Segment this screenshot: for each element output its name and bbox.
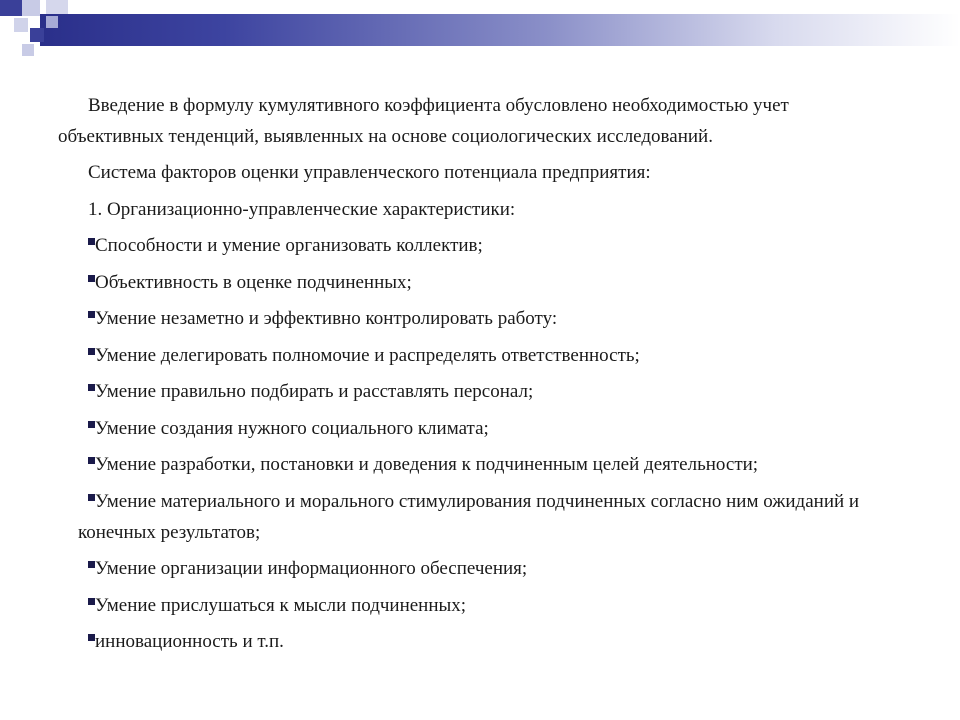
square-bullet-icon [88,348,95,355]
list-item-text: Умение организации информационного обеспечения; [95,558,528,579]
list-item [58,413,898,444]
square-bullet-icon [88,421,95,428]
list-item-text: Умение прислушаться к мысли подчиненных; [95,594,467,616]
list-item-text: Умение разработки, постановки и доведения к подчиненным целей деятельности; [95,454,759,475]
list-item-text: Умение материального и морального стимулирования подчиненных согласно ним ожиданий и конечных результатов; [78,490,860,543]
list-item-text: Объективность в оценке подчиненных; [95,271,412,293]
factor-list [58,230,898,657]
decor-square-icon [46,16,58,28]
decor-square-icon [22,0,40,16]
decor-square-icon [22,44,34,56]
list-item-text: Умение делегировать полномочие и распределять ответственность; [95,344,640,366]
list-item-text: инновационность и т.п. [95,631,284,652]
list-item-text: Способности и умение организовать коллектив; [95,235,483,256]
square-bullet-icon [88,634,95,641]
list-item [58,376,898,407]
list-item [58,626,898,657]
decor-square-icon [0,0,22,16]
list-item [58,340,898,371]
square-bullet-icon [88,275,95,282]
list-item [58,230,898,261]
square-bullet-icon [88,457,95,464]
list-item [58,303,898,334]
decor-square-icon [30,28,44,42]
square-bullet-icon [88,494,95,501]
list-item [58,267,898,298]
square-bullet-icon [88,311,95,318]
square-bullet-icon [88,598,95,605]
header-gradient-band [40,14,960,46]
square-bullet-icon [88,384,95,391]
list-item-text: Умение незаметно и эффективно контролировать работу: [95,308,558,329]
list-item [58,553,898,584]
list-item [58,449,898,480]
intro-paragraph: Введение в формулу кумулятивного коэффициента обусловлено необходимостью учет объективных тенденций, выявленных на основе социологических исследований. [58,95,789,147]
list-item-text: Умение правильно подбирать и расставлять персонал; [95,381,534,402]
group-title: 1. Организационно-управленческие характеристики: [88,198,516,220]
list-item [58,486,898,548]
slide-body [58,90,898,663]
square-bullet-icon [88,238,95,245]
list-item [58,590,898,621]
list-item-text: Умение создания нужного социального климата; [95,417,489,439]
square-bullet-icon [88,561,95,568]
system-title: Система факторов оценки управленческого потенциала предприятия: [88,162,651,183]
decor-square-icon [46,0,68,14]
decor-square-icon [14,18,28,32]
